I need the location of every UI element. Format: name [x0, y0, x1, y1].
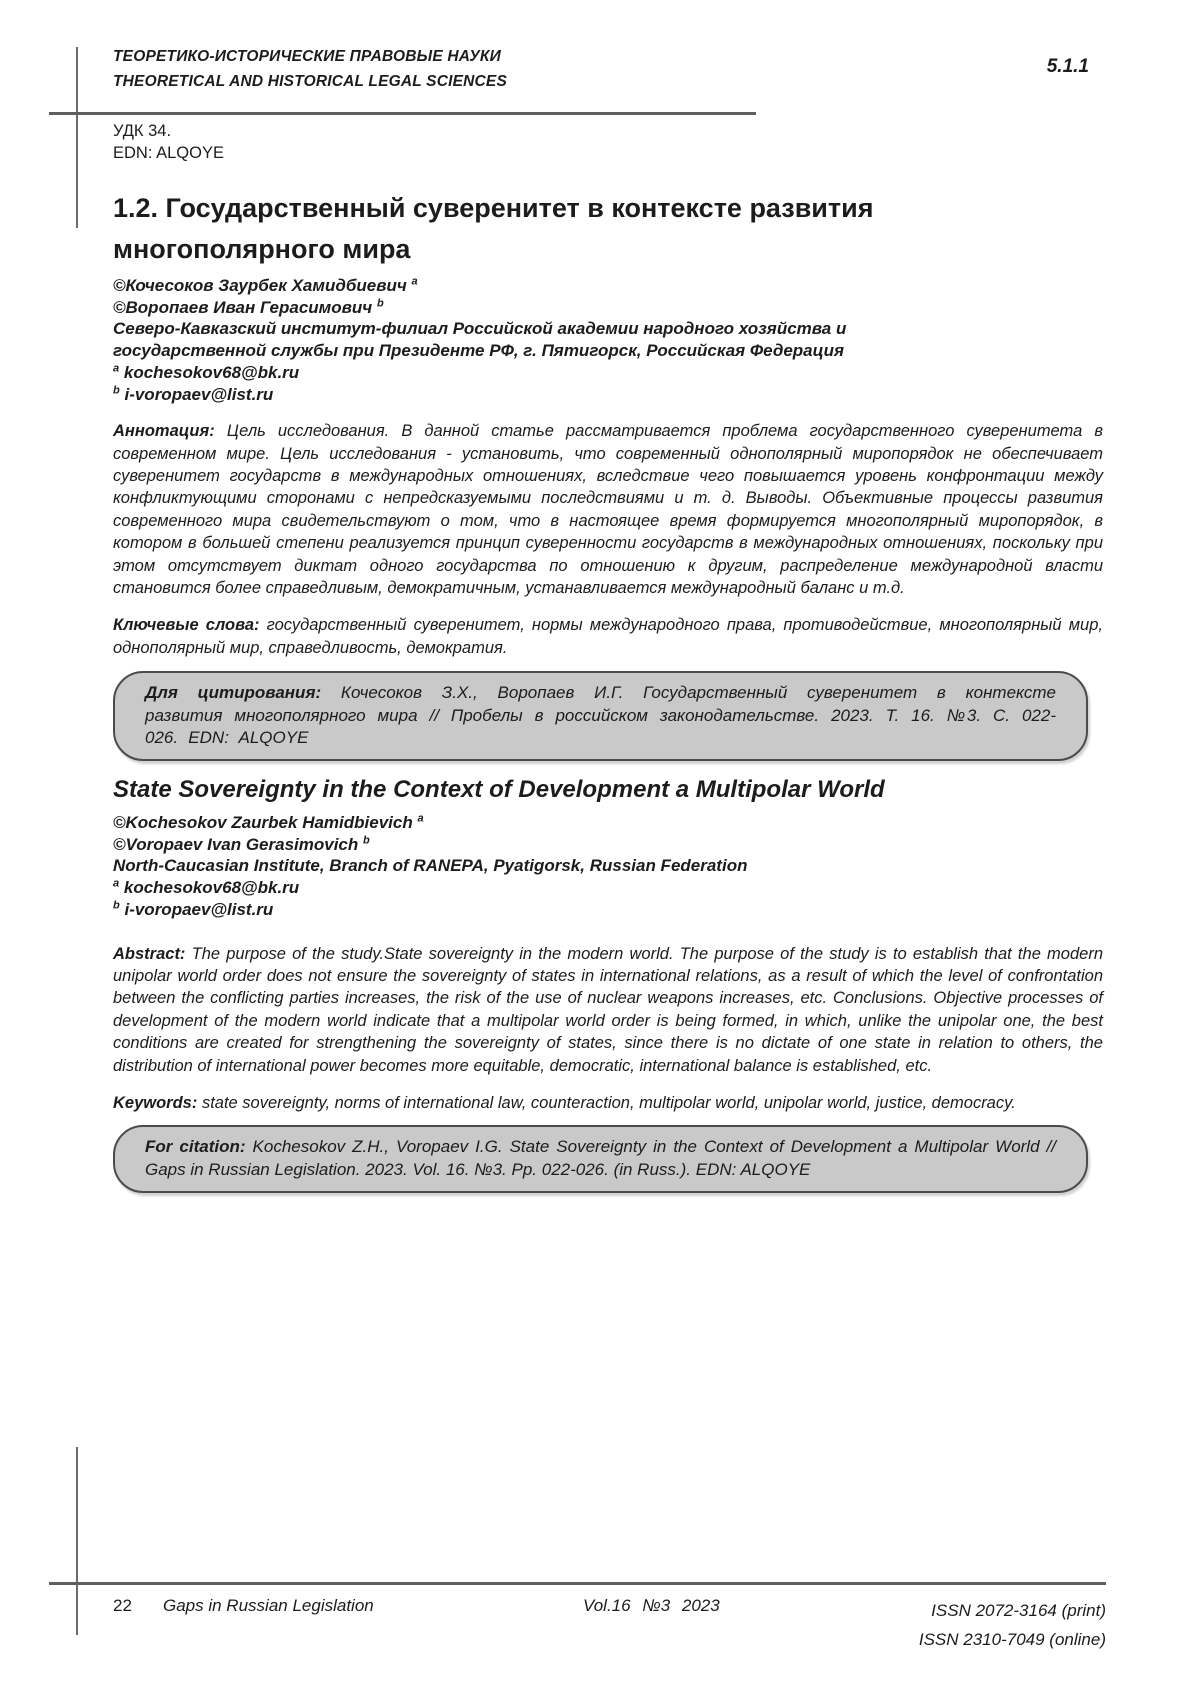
- page-number: 22: [113, 1596, 132, 1615]
- author-affiliation-mark: b: [363, 834, 370, 847]
- email-affiliation-mark: a: [113, 877, 120, 890]
- rubric-english: THEORETICAL AND HISTORICAL LEGAL SCIENCES: [113, 73, 508, 90]
- email-address: i-voropaev@list.ru: [124, 384, 274, 404]
- article-meta: [113, 120, 1103, 164]
- article-title-en: State Sovereignty in the Context of Development a Multipolar World: [113, 776, 885, 804]
- keywords-en-text: state sovereignty, norms of international law, counteraction, multipolar world, unipolar world, justice, democracy.: [201, 1094, 1016, 1113]
- email-address: i-voropaev@list.ru: [124, 899, 274, 919]
- citation-ru-text: Кочесоков З.Х., Воропаев И.Г. Государственный суверенитет в контексте развития многополярного мира // Пробелы в российском законодательстве. 2023. Т. 16. №3. С. 022-026. EDN: ALQOYE: [145, 683, 1056, 748]
- left-margin-rule-top: [76, 47, 78, 228]
- issn-block: [919, 1596, 1106, 1654]
- issn-online: ISSN 2310-7049 (online): [918, 1630, 1106, 1649]
- keywords-ru-paragraph: [113, 614, 1103, 659]
- udc-code: УДК 34.: [113, 122, 172, 140]
- annotation-paragraph: [113, 420, 1103, 599]
- content-column: [113, 0, 1103, 1193]
- page-footer: [113, 1596, 1106, 1666]
- annotation-label: Аннотация:: [113, 422, 215, 441]
- citation-box-ru: [113, 671, 1088, 761]
- classification-code: 5.1.1: [1046, 56, 1089, 77]
- keywords-en-paragraph: [113, 1092, 1103, 1114]
- authors-block-en: [113, 812, 1103, 921]
- author-en-1: [113, 812, 1103, 834]
- author-name: ©Воропаев Иван Герасимович: [113, 297, 373, 317]
- citation-box-en: [113, 1125, 1088, 1192]
- citation-en-label: For citation:: [145, 1137, 246, 1157]
- abstract-paragraph: [113, 943, 1103, 1077]
- journal-name: Gaps in Russian Legislation: [163, 1596, 374, 1615]
- author-affiliation-mark: b: [376, 297, 384, 310]
- affiliation-ru: Северо-Кавказский институт-филиал Российской академии народного хозяйства и государственной службы при Президенте РФ, г. Пятигорск, Российская Федерация: [113, 319, 847, 361]
- left-margin-rule-bottom: [76, 1447, 78, 1635]
- citation-ru-paragraph: [145, 682, 1056, 750]
- email-address: kochesokov68@bk.ru: [123, 362, 300, 382]
- keywords-ru-label: Ключевые слова:: [113, 616, 260, 635]
- author-ru-2: [113, 297, 1103, 319]
- author-email-1: [113, 362, 1103, 384]
- author-ru-1: [113, 275, 1103, 297]
- keywords-en-label: Keywords:: [113, 1094, 198, 1113]
- author-en-2: [113, 834, 1103, 856]
- email-affiliation-mark: a: [113, 362, 120, 375]
- citation-en-text: Kochesokov Z.H., Voropaev I.G. State Sovereignty in the Context of Development a Multipolar World // Gaps in Russian Legislation. 2023. Vol. 16. №3. Pp. 022-026. (in Russ.). EDN: ALQOYE: [145, 1137, 1056, 1180]
- issn-print: ISSN 2072-3164 (print): [931, 1601, 1106, 1620]
- author-affiliation-mark: a: [417, 812, 424, 825]
- rubric-russian: ТЕОРЕТИКО-ИСТОРИЧЕСКИЕ ПРАВОВЫЕ НАУКИ: [113, 48, 501, 65]
- citation-ru-label: Для цитирования:: [145, 683, 322, 703]
- volume-issue-year: Vol.16 №3 2023: [583, 1596, 720, 1615]
- author-email-2: [113, 384, 1103, 406]
- authors-block-ru: [113, 275, 1103, 405]
- footer-divider-rule: [49, 1582, 1106, 1585]
- annotation-text: Цель исследования. В данной статье рассматривается проблема государственного суверенитета в современном мире. Цель исследования - установить, что современный однополярный миропорядок не обеспечивает суверенитет государств в международных отношениях, вследствие чего повышается уровень конфронтации между конфликтующими сторонами с непредсказуемыми последствиями и т. д. Выводы. Объективные процессы развития современного мира свидетельствуют о том, что в настоящее время формируется многополярный миропорядок, в котором в большей степени реализуется принцип суверенности государств в международных отношениях, поскольку при этом отсутствует диктат одного государства по отношению к другим, распределение международной власти становится более справедливым, демократичным, устанавливается международный баланс и т.д.: [113, 422, 1103, 598]
- keywords-ru-text: государственный суверенитет, нормы международного права, противодействие, многополярный мир, однополярный мир, справедливость, демократия.: [113, 616, 1103, 657]
- article-title-ru: 1.2. Государственный суверенитет в контексте развития многополярного мира: [113, 193, 874, 264]
- author-name: ©Voropaev Ivan Gerasimovich: [113, 834, 359, 854]
- section-rubric: [113, 44, 1103, 94]
- email-address: kochesokov68@bk.ru: [123, 878, 300, 898]
- email-affiliation-mark: b: [113, 899, 120, 912]
- email-affiliation-mark: b: [113, 383, 120, 396]
- abstract-label: Abstract:: [113, 944, 186, 963]
- edn-code: EDN: ALQOYE: [113, 144, 224, 162]
- author-name: ©Кочесоков Заурбек Хамидбиевич: [113, 276, 407, 295]
- author-email-1-en: [113, 877, 1103, 899]
- affiliation-en: North-Caucasian Institute, Branch of RANEPA, Pyatigorsk, Russian Federation: [113, 856, 748, 876]
- author-email-2-en: [113, 899, 1103, 921]
- abstract-text: The purpose of the study.State sovereignty in the modern world. The purpose of the study is to establish that the modern unipolar world order does not ensure the sovereignty of states in international relations, as a result of which the level of confrontation between the conflicting parties increases, the risk of the use of nuclear weapons increases, etc. Conclusions. Objective processes of development of the modern world indicate that a multipolar world order is being formed, in which, unlike the unipolar one, the best conditions are created for strengthening the sovereignty of states, since there is no dictate of one state in relation to others, the distribution of international power becomes more equitable, democratic, international balance is established, etc.: [113, 944, 1104, 1075]
- citation-en-paragraph: [145, 1136, 1056, 1181]
- author-name: ©Kochesokov Zaurbek Hamidbievich: [113, 813, 413, 833]
- author-affiliation-mark: a: [411, 275, 418, 288]
